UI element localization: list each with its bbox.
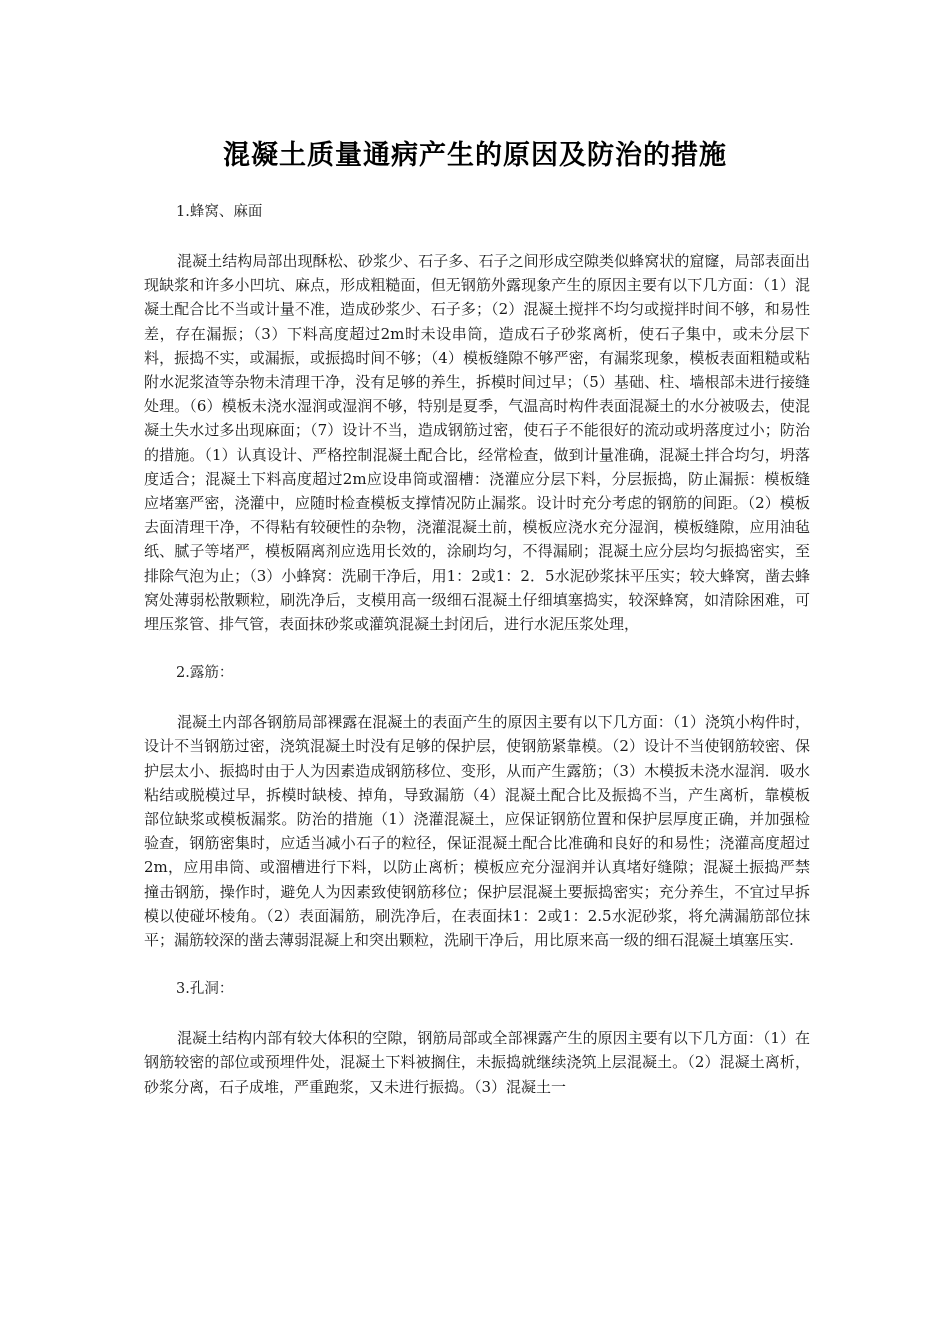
section-heading: 2.露筋： — [176, 665, 234, 682]
spacer — [144, 224, 810, 249]
section-voids — [144, 977, 810, 1099]
section-exposed-rebar — [144, 661, 810, 977]
section-paragraph: 混凝土结构内部有较大体积的空隙，钢筋局部或全部裸露产生的原因主要有以下几方面：（1）在钢筋较密的部位或预埋件处，混凝土下料被搁住，未振捣就继续浇筑上层混凝土。（2）混凝土离析，砂浆分离，石子成堆，严重跑浆，又未进行振捣。（3）混凝土一 — [144, 1029, 810, 1096]
section-honeycomb — [144, 200, 810, 661]
spacer — [144, 636, 810, 661]
document-body — [144, 200, 810, 1099]
section-heading: 3.孔洞： — [176, 981, 234, 998]
section-paragraph: 混凝土内部各钢筋局部裸露在混凝土的表面产生的原因主要有以下几方面：（1）浇筑小构件时，设计不当钢筋过密，浇筑混凝土时没有足够的保护层，使钢筋紧靠模。（2）设计不当使钢筋较密、保护层太小、振捣时由于人为因素造成钢筋移位、变形，从而产生露筋；（3）木模扳未浇水湿润．吸水粘结或脱模过早，拆模时缺棱、掉角，导致漏筋（4）混凝土配合比及振捣不当，产生离析，靠模板部位缺浆或模板漏浆。防治的措施（1）浇灌混凝土，应保证钢筋位置和保护层厚度正确，并加强检验查，钢筋密集时，应适当减小石子的粒径，保证混凝土配合比准确和良好的和易性；浇灌高度超过2m，应用串筒、或溜槽进行下料，以防止离析；模板应充分湿润并认真堵好缝隙；混凝土振捣严禁撞击钢筋，操作时，避免人为因素致使钢筋移位；保护层混凝土要振捣密实；充分养生，不宜过早拆模以使碰坏棱角。（2）表面漏筋，刷洗净后，在表面抹1：2或1：2.5水泥砂浆，将允满漏筋部位抹平；漏筋较深的凿去薄弱混凝上和突出颗粒，洗刷干净后，用比原来高一级的细石混凝土填塞压实. — [144, 713, 810, 950]
spacer — [144, 1001, 810, 1026]
spacer — [144, 952, 810, 977]
section-paragraph: 混凝土结构局部出现酥松、砂浆少、石子多、石子之间形成空隙类似蜂窝状的窟窿，局部表面出现缺浆和许多小凹坑、麻点，形成粗糙面，但无钢筋外露现象产生的原因主要有以下几方面：（1）混凝土配合比不当或计量不准，造成砂浆少、石子多；（2）混凝土搅拌不均匀或搅拌时间不够，和易性差，存在漏振；（3）下料高度超过2m时未设串筒，造成石子砂浆离析，使石子集中，或未分层下料，振捣不实，或漏振，或振捣时间不够；（4）模板缝隙不够严密，有漏浆现象，模板表面粗糙或粘附水泥浆渣等杂物未清理干净，没有足够的养生，拆模时间过早；（5）基础、柱、墙根部未进行接缝处理。（6）模板未浇水湿润或湿润不够，特别是夏季，气温高时构件表面混凝土的水分被吸去，使混凝土失水过多出现麻面；（7）设计不当，造成钢筋过密，使石子不能很好的流动或坍落度过小；防治的措施。（1）认真设计、严格控制混凝土配合比，经常检查，做到计量准确，混凝土拌合均匀，坍落度适合；混凝土下料高度超过2m应设串筒或溜槽：浇灌应分层下料，分层振捣，防止漏振：模板缝应堵塞严密，浇灌中，应随时检查模板支撑情况防止漏浆。设计时充分考虑的钢筋的间距。（2）模板去面清理干净，不得粘有较硬性的杂物，浇灌混凝土前，模板应浇水充分湿润，模板缝隙，应用油毡纸、腻子等堵严，模板隔离剂应选用长效的，涂刷均匀，不得漏刷；混凝土应分层均匀振捣密实，至排除气泡为止；（3）小蜂窝：洗刷干净后，用1：2或1：2．5水泥砂浆抹平压实；较大蜂窝，凿去蜂窝处薄弱松散颗粒，刷洗净后，支模用高一级细石混凝土仔细填塞捣实，较深蜂窝，如清除困难，可埋压浆管、排气管，表面抹砂浆或灌筑混凝土封闭后，进行水泥压浆处理， — [144, 252, 810, 634]
section-heading: 1.蜂窝、麻面 — [176, 204, 263, 220]
document-title: 混凝土质量通病产生的原因及防治的措施 — [223, 140, 727, 171]
spacer — [144, 685, 810, 710]
